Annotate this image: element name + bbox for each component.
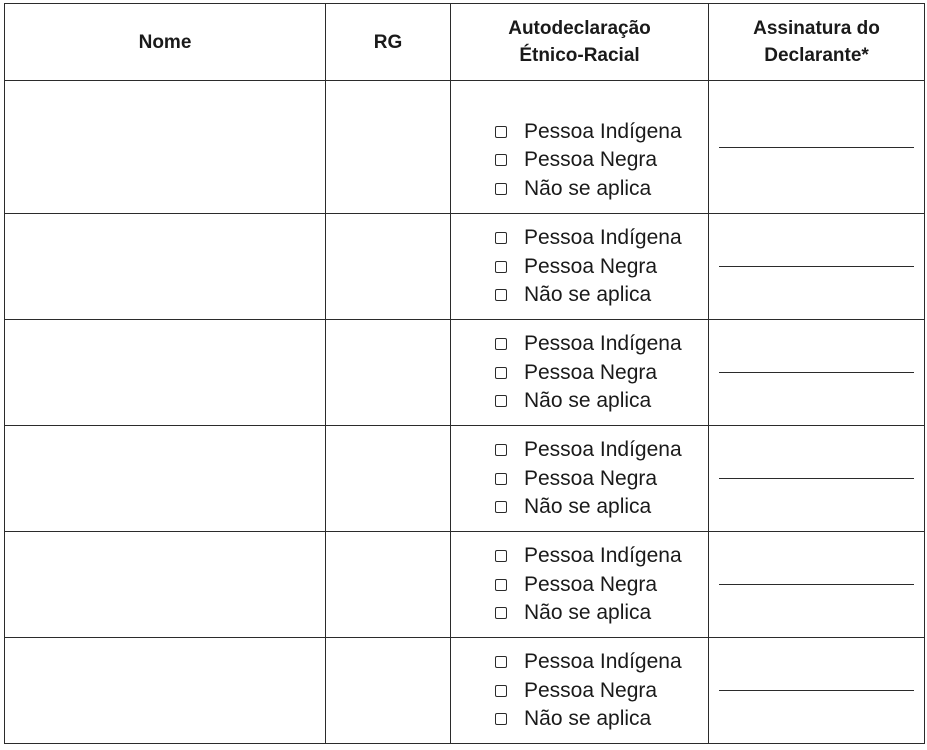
checkbox-icon[interactable] (495, 656, 507, 668)
checkbox-icon[interactable] (495, 289, 507, 301)
header-nome: Nome (5, 4, 326, 81)
option-item[interactable] (495, 146, 708, 175)
rg-field[interactable] (326, 532, 451, 638)
header-rg: RG (326, 4, 451, 81)
assinatura-cell[interactable] (709, 426, 925, 532)
checkbox-icon[interactable] (495, 338, 507, 350)
option-item[interactable] (495, 174, 708, 203)
option-item[interactable] (495, 542, 708, 571)
option-item[interactable] (495, 464, 708, 493)
nome-field[interactable] (5, 532, 326, 638)
table-row (5, 532, 925, 638)
nome-field[interactable] (5, 426, 326, 532)
option-list (451, 91, 708, 203)
option-item[interactable] (495, 224, 708, 253)
option-item[interactable] (495, 648, 708, 677)
option-label: Pessoa Indígena (524, 332, 682, 355)
checkbox-icon[interactable] (495, 444, 507, 456)
autodeclaracao-cell (451, 638, 709, 744)
option-item[interactable] (495, 117, 708, 146)
checkbox-icon[interactable] (495, 501, 507, 513)
header-autodeclaracao: Autodeclaração Étnico-Racial (451, 4, 709, 81)
option-label: Pessoa Negra (524, 254, 658, 278)
signature-line[interactable] (719, 690, 914, 691)
nome-field[interactable] (5, 81, 326, 214)
option-item[interactable] (495, 570, 708, 599)
option-item[interactable] (495, 493, 708, 522)
option-label: Pessoa Negra (524, 678, 658, 702)
checkbox-icon[interactable] (495, 367, 507, 379)
table-row (5, 426, 925, 532)
option-label: Não se aplica (524, 176, 652, 200)
option-label: Pessoa Indígena (524, 119, 682, 143)
option-label: Pessoa Negra (524, 572, 658, 596)
rg-field[interactable] (326, 426, 451, 532)
checkbox-icon[interactable] (495, 154, 507, 166)
checkbox-icon[interactable] (495, 395, 507, 407)
table-row (5, 214, 925, 320)
option-list (451, 436, 708, 522)
rg-field[interactable] (326, 81, 451, 214)
signature-line[interactable] (719, 478, 914, 479)
signature-line[interactable] (719, 584, 914, 585)
assinatura-cell[interactable] (709, 320, 925, 426)
signature-line[interactable] (719, 147, 914, 148)
checkbox-icon[interactable] (495, 607, 507, 619)
option-label: Não se aplica (524, 283, 652, 306)
checkbox-icon[interactable] (495, 579, 507, 591)
header-row (5, 4, 925, 81)
rg-field[interactable] (326, 320, 451, 426)
option-list (451, 542, 708, 628)
option-list (451, 648, 708, 734)
table-row (5, 320, 925, 426)
autodeclaracao-cell (451, 214, 709, 320)
option-label: Não se aplica (524, 601, 652, 624)
assinatura-cell[interactable] (709, 638, 925, 744)
signature-line[interactable] (719, 266, 914, 267)
option-label: Não se aplica (524, 495, 652, 518)
assinatura-cell[interactable] (709, 81, 925, 214)
header-assinatura: Assinatura do Declarante* (709, 4, 925, 81)
nome-field[interactable] (5, 214, 326, 320)
table-row (5, 638, 925, 744)
nome-field[interactable] (5, 638, 326, 744)
checkbox-icon[interactable] (495, 685, 507, 697)
option-item[interactable] (495, 705, 708, 734)
option-item[interactable] (495, 330, 708, 359)
option-label: Pessoa Negra (524, 466, 658, 490)
option-label: Não se aplica (524, 389, 652, 412)
checkbox-icon[interactable] (495, 232, 507, 244)
option-label: Pessoa Negra (524, 148, 658, 171)
autodeclaracao-cell (451, 532, 709, 638)
option-label: Pessoa Indígena (524, 438, 682, 461)
assinatura-cell[interactable] (709, 532, 925, 638)
autodeclaracao-cell (451, 320, 709, 426)
rg-field[interactable] (326, 638, 451, 744)
option-item[interactable] (495, 676, 708, 705)
option-label: Pessoa Indígena (524, 226, 682, 249)
option-item[interactable] (495, 358, 708, 387)
autodeclaracao-cell (451, 426, 709, 532)
option-item[interactable] (495, 436, 708, 465)
option-item[interactable] (495, 281, 708, 310)
table-row (5, 81, 925, 214)
checkbox-icon[interactable] (495, 550, 507, 562)
option-label: Pessoa Negra (524, 360, 658, 384)
autodeclaracao-cell (451, 81, 709, 214)
option-list (451, 330, 708, 416)
signature-line[interactable] (719, 372, 914, 373)
checkbox-icon[interactable] (495, 183, 507, 195)
checkbox-icon[interactable] (495, 261, 507, 273)
rg-field[interactable] (326, 214, 451, 320)
checkbox-icon[interactable] (495, 126, 507, 138)
option-item[interactable] (495, 252, 708, 281)
declaration-table (4, 3, 925, 744)
option-item[interactable] (495, 599, 708, 628)
option-list (451, 224, 708, 310)
option-label: Pessoa Indígena (524, 650, 682, 673)
option-label: Pessoa Indígena (524, 544, 682, 567)
checkbox-icon[interactable] (495, 473, 507, 485)
option-label: Não se aplica (524, 707, 652, 730)
nome-field[interactable] (5, 320, 326, 426)
assinatura-cell[interactable] (709, 214, 925, 320)
option-item[interactable] (495, 387, 708, 416)
checkbox-icon[interactable] (495, 713, 507, 725)
